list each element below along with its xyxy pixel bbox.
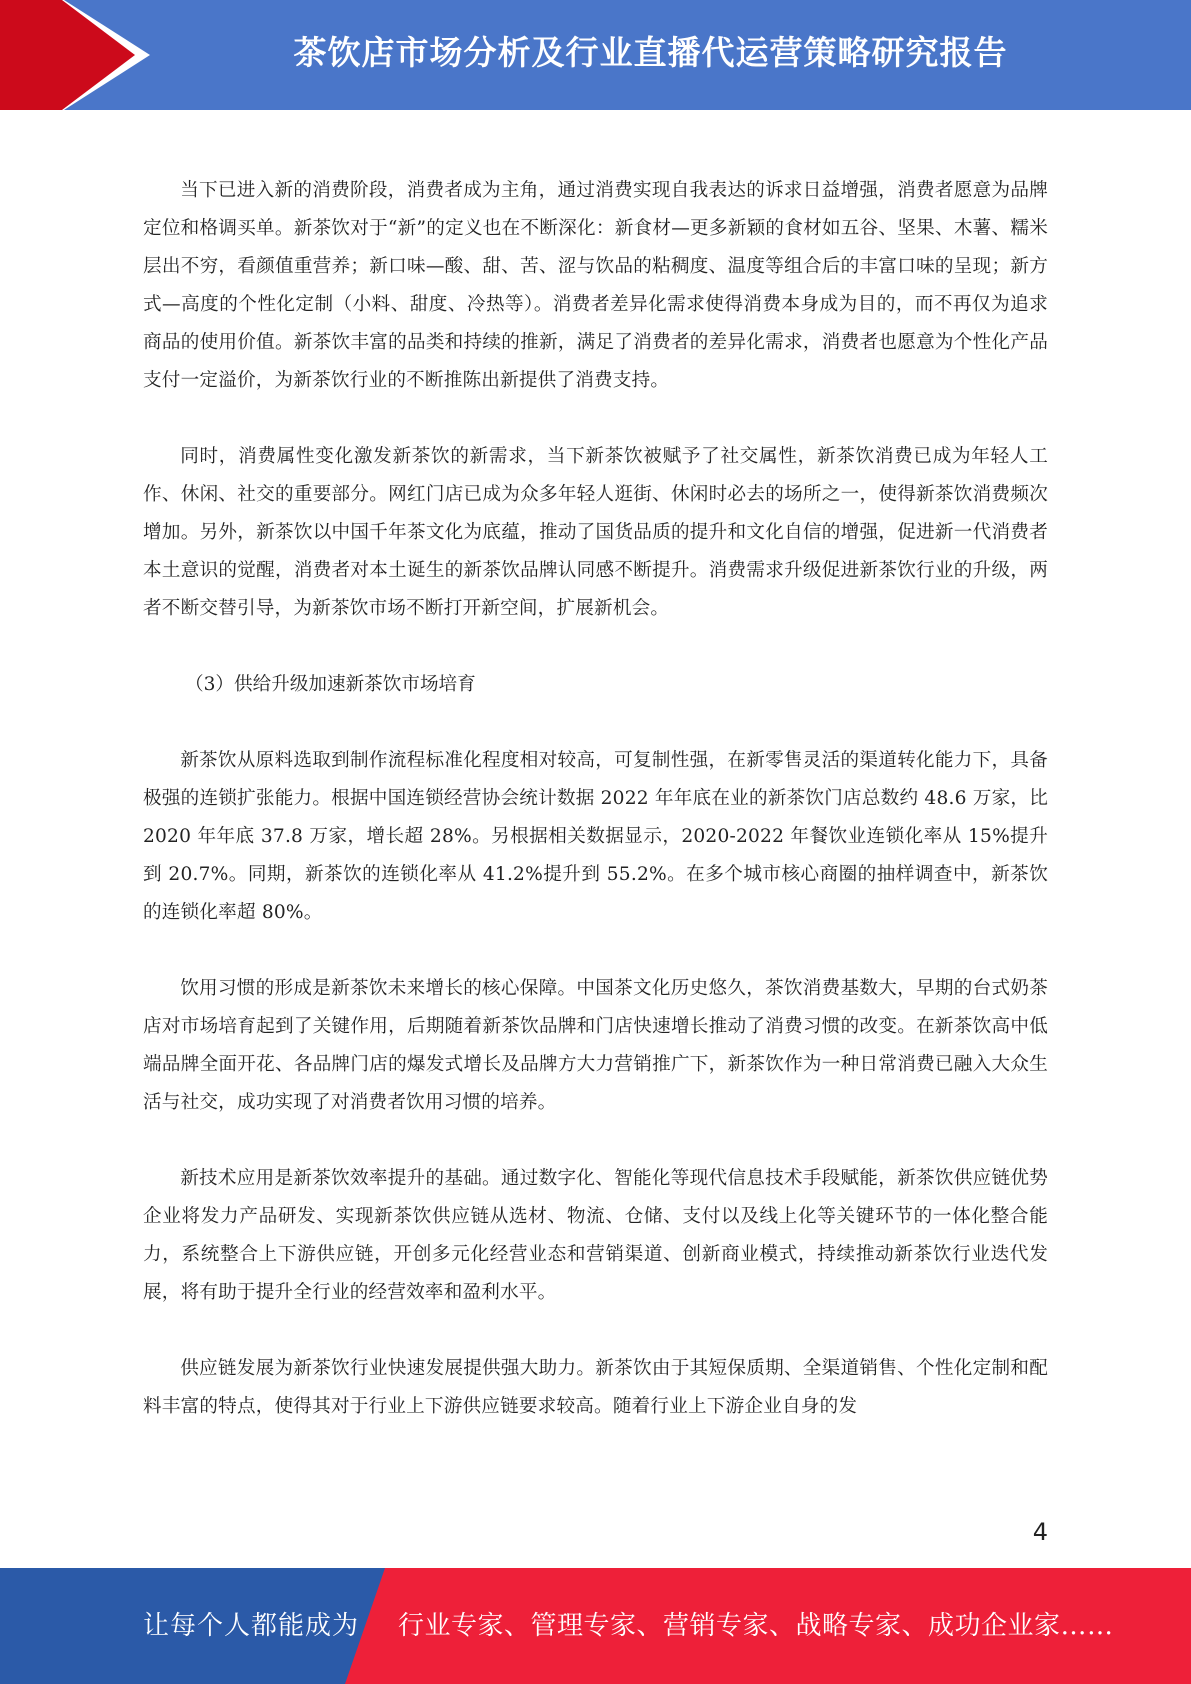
footer-slogan-left: 让每个人都能成为 bbox=[143, 1611, 360, 1641]
footer-slogan-right: 行业专家、管理专家、营销专家、战略专家、成功企业家…… bbox=[398, 1611, 1114, 1641]
section-subheading: （3）供给升级加速新茶饮市场培育 bbox=[185, 674, 476, 695]
paragraph: 新茶饮从原料选取到制作流程标准化程度相对较高，可复制性强，在新零售灵活的渠道转化能力下，具备极强的连锁扩张能力。根据中国连锁经营协会统计数据 2022 年年底在业的新茶饮门店总数约 48.6 万家，比 2020 年年底 37.8 万家，增长超 28%。另根据相关数据显示，2020-2022 年餐饮业连锁化率从 15%提升到 20.7%。同期，新茶饮的连锁化率从 41.2%提升到 55.2%。在多个城市核心商圈的抽样调查中，新茶饮的连锁化率超 80%。 bbox=[143, 750, 1048, 923]
paragraph: 新技术应用是新茶饮效率提升的基础。通过数字化、智能化等现代信息技术手段赋能，新茶饮供应链优势企业将发力产品研发、实现新茶饮供应链从选材、物流、仓储、支付以及线上化等关键环节的一体化整合能力，系统整合上下游供应链，开创多元化经营业态和营销渠道、创新商业模式，持续推动新茶饮行业迭代发展，将有助于提升全行业的经营效率和盈利水平。 bbox=[143, 1168, 1048, 1303]
paragraph: 同时，消费属性变化激发新茶饮的新需求，当下新茶饮被赋予了社交属性，新茶饮消费已成为年轻人工作、休闲、社交的重要部分。网红门店已成为众多年轻人逛街、休闲时必去的场所之一，使得新茶饮消费频次增加。另外，新茶饮以中国千年茶文化为底蕴，推动了国货品质的提升和文化自信的增强，促进新一代消费者本土意识的觉醒，消费者对本土诞生的新茶饮品牌认同感不断提升。消费需求升级促进新茶饮行业的升级，两者不断交替引导，为新茶饮市场不断打开新空间，扩展新机会。 bbox=[143, 446, 1048, 619]
paragraph: 当下已进入新的消费阶段，消费者成为主角，通过消费实现自我表达的诉求日益增强，消费者愿意为品牌定位和格调买单。新茶饮对于“新”的定义也在不断深化：新食材—更多新颖的食材如五谷、坚果、木薯、糯米层出不穷，看颜值重营养；新口味—酸、甜、苦、涩与饮品的粘稠度、温度等组合后的丰富口味的呈现；新方式—高度的个性化定制（小料、甜度、冷热等）。消费者差异化需求使得消费本身成为目的，而不再仅为追求商品的使用价值。新茶饮丰富的品类和持续的推新，满足了消费者的差异化需求，消费者也愿意为个性化产品支付一定溢价，为新茶饮行业的不断推陈出新提供了消费支持。 bbox=[143, 180, 1048, 391]
page-number: 4 bbox=[1032, 1518, 1048, 1546]
document-title: 茶饮店市场分析及行业直播代运营策略研究报告 bbox=[293, 33, 1008, 72]
paragraph: 饮用习惯的形成是新茶饮未来增长的核心保障。中国茶文化历史悠久，茶饮消费基数大，早期的台式奶茶店对市场培育起到了关键作用，后期随着新茶饮品牌和门店快速增长推动了消费习惯的改变。在新茶饮高中低端品牌全面开花、各品牌门店的爆发式增长及品牌方大力营销推广下，新茶饮作为一种日常消费已融入大众生活与社交，成功实现了对消费者饮用习惯的培养。 bbox=[143, 978, 1048, 1113]
paragraph: 供应链发展为新茶饮行业快速发展提供强大助力。新茶饮由于其短保质期、全渠道销售、个性化定制和配料丰富的特点，使得其对于行业上下游供应链要求较高。随着行业上下游企业自身的发 bbox=[143, 1358, 1048, 1417]
footer-banner bbox=[0, 1568, 1191, 1684]
report-body bbox=[143, 172, 1048, 1464]
header-banner bbox=[0, 0, 1191, 110]
